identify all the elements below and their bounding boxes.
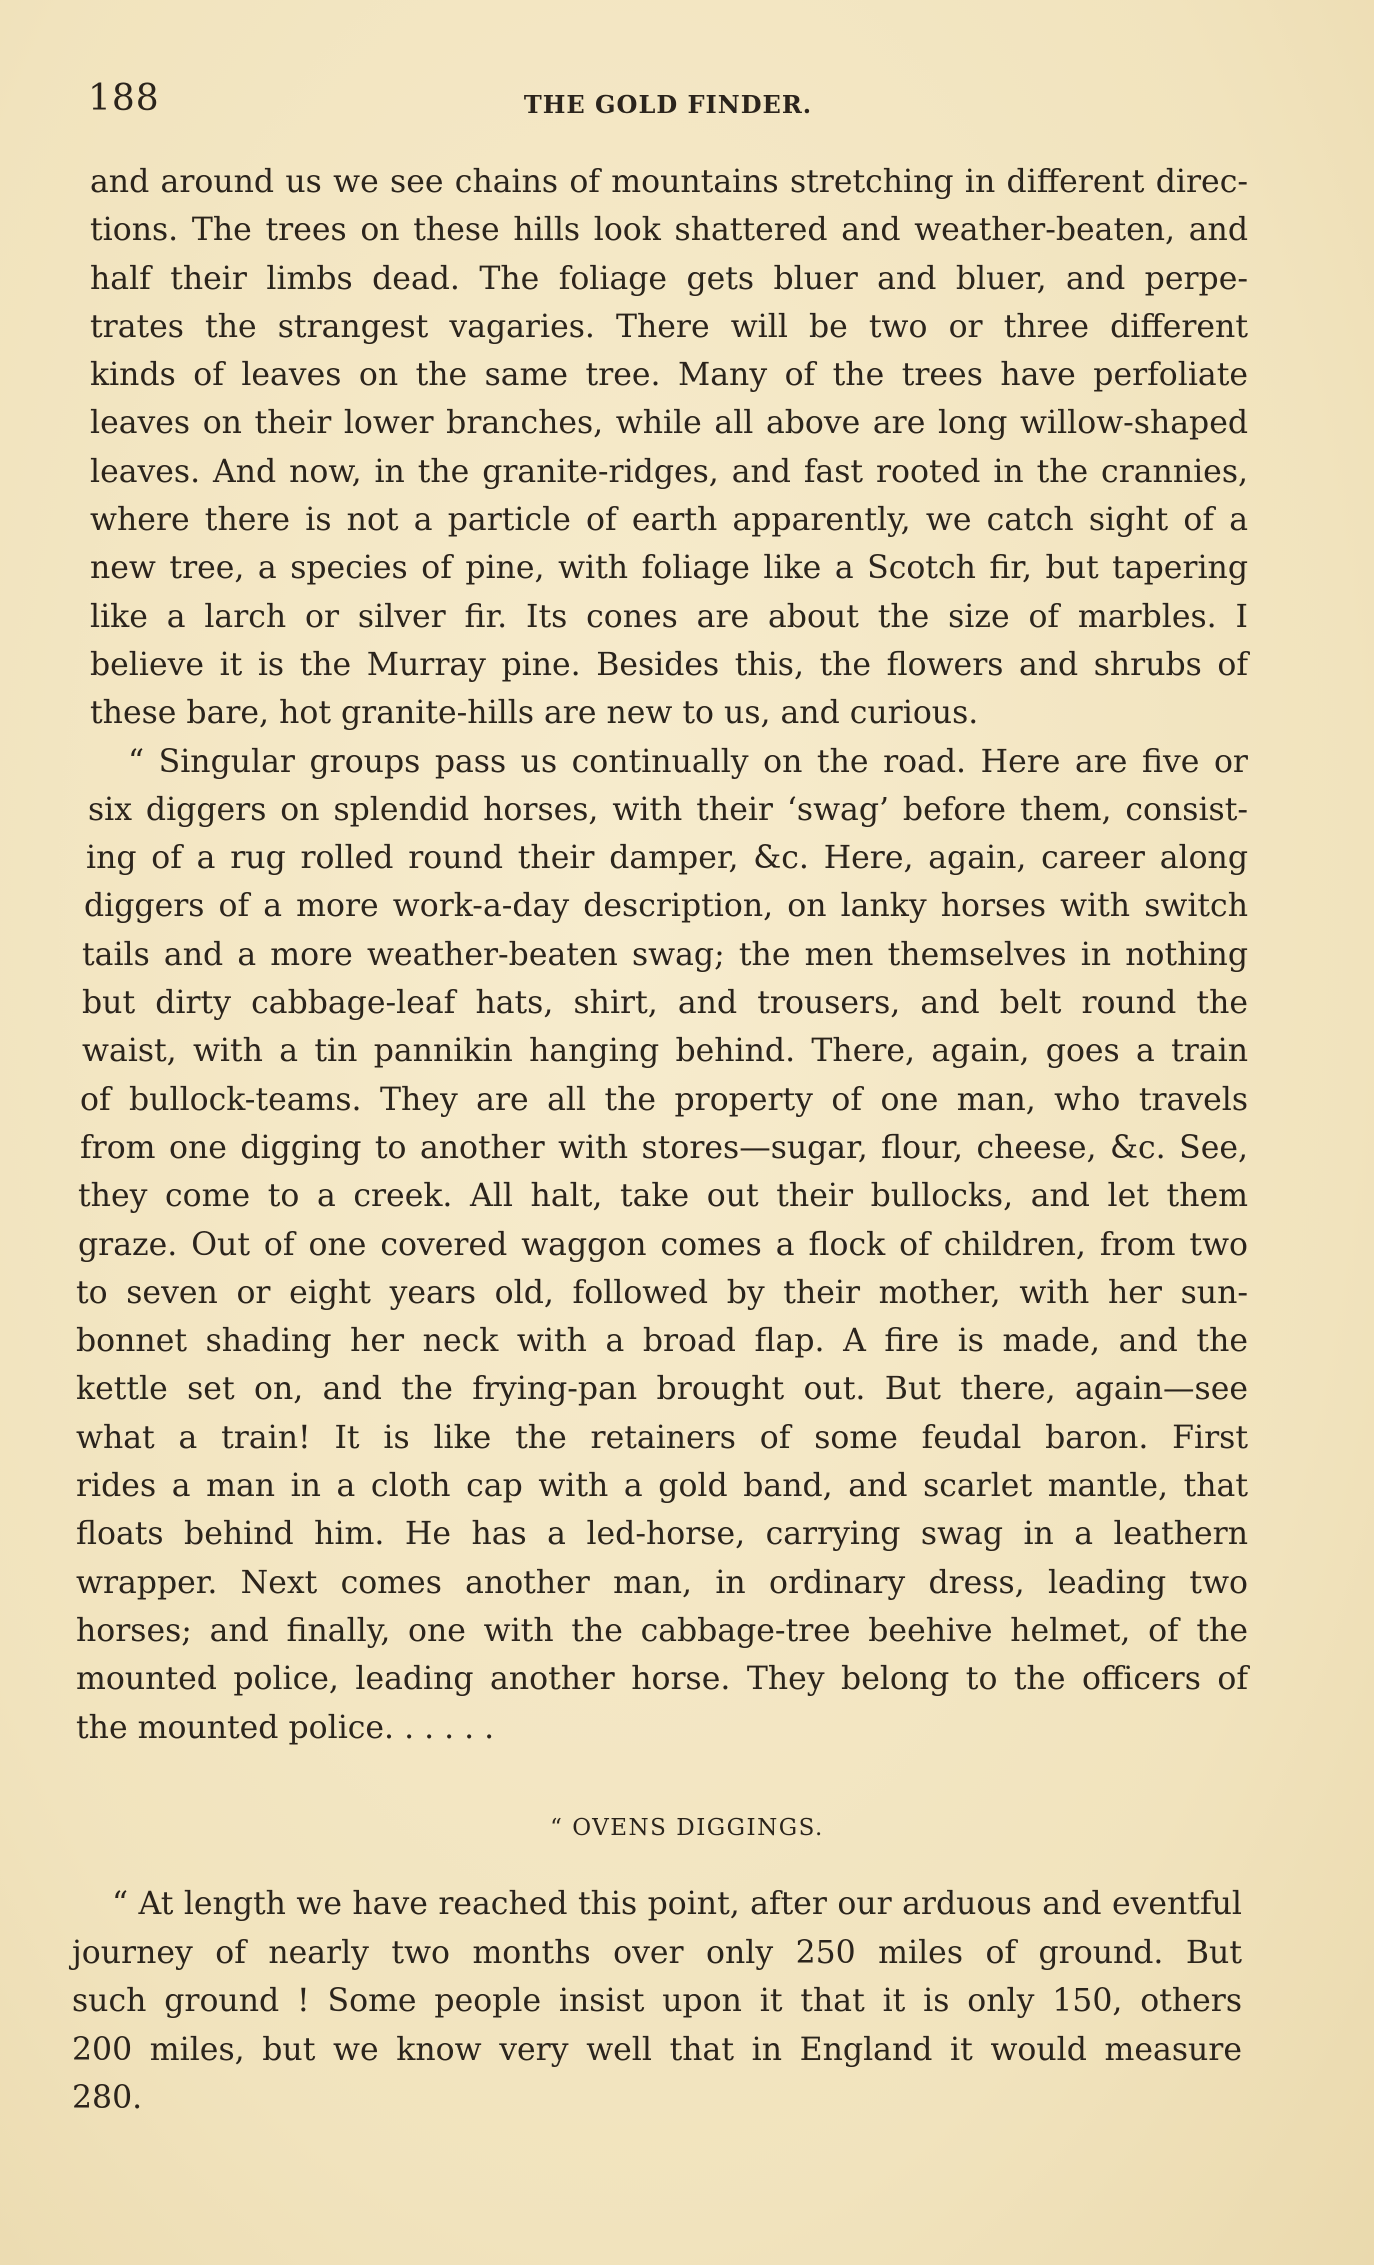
text-line: bonnet shading her neck with a broad flap. A fire is made, and the bbox=[76, 1323, 1248, 1360]
text-line: the mounted police. . . . . . bbox=[76, 1709, 495, 1746]
text-line: tails and a more weather-beaten swag; the men themselves in nothing bbox=[82, 936, 1248, 973]
text-line: leaves. And now, in the granite-ridges, and fast rooted in the crannies, bbox=[90, 453, 1248, 490]
text-line: wrapper. Next comes another man, in ordinary dress, leading two bbox=[76, 1564, 1248, 1601]
text-line: but dirty cabbage-leaf hats, shirt, and trousers, and belt round the bbox=[82, 985, 1248, 1022]
text-line: 280. bbox=[72, 2080, 143, 2116]
running-head: THE GOLD FINDER. bbox=[523, 90, 813, 119]
text-line: they come to a creek. All halt, take out their bullocks, and let them bbox=[78, 1178, 1248, 1215]
text-line: mounted police, leading another horse. They belong to the officers of bbox=[76, 1661, 1248, 1698]
text-line: these bare, hot granite-hills are new to us, and curious. bbox=[90, 695, 979, 732]
text-line: leaves on their lower branches, while all above are long willow-shaped bbox=[90, 405, 1248, 442]
text-line: 200 miles, but we know very well that in England it would measure bbox=[72, 2031, 1242, 2068]
text-line: to seven or eight years old, followed by their mother, with her sun- bbox=[76, 1274, 1248, 1311]
text-line: believe it is the Murray pine. Besides this, the flowers and shrubs of bbox=[90, 646, 1248, 683]
text-line: kinds of leaves on the same tree. Many of the trees have perfoliate bbox=[90, 357, 1248, 394]
text-line: of bullock-teams. They are all the property of one man, who travels bbox=[80, 1081, 1248, 1118]
text-line: where there is not a particle of earth apparently, we catch sight of a bbox=[90, 502, 1248, 539]
text-line: diggers of a more work-a-day description, on lanky horses with switch bbox=[84, 888, 1248, 925]
text-line: graze. Out of one covered waggon comes a flock of children, from two bbox=[78, 1226, 1248, 1263]
text-line: floats behind him. He has a led-horse, carrying swag in a leathern bbox=[76, 1516, 1248, 1553]
text-line: rides a man in a cloth cap with a gold band, and scarlet mantle, that bbox=[76, 1468, 1248, 1505]
page-header bbox=[88, 78, 1248, 128]
text-line: waist, with a tin pannikin hanging behind. There, again, goes a train bbox=[82, 1033, 1248, 1070]
text-line: “ Singular groups pass us continually on the road. Here are five or bbox=[128, 743, 1248, 780]
text-line: “ At length we have reached this point, after our arduous and eventful bbox=[112, 1886, 1242, 1922]
text-line: and around us we see chains of mountains stretching in different direc- bbox=[90, 164, 1248, 200]
text-line: from one digging to another with stores—sugar, flour, cheese, &c. See, bbox=[80, 1129, 1248, 1166]
text-line: new tree, a species of pine, with foliage like a Scotch fir, but tapering bbox=[90, 550, 1248, 587]
text-line: six diggers on splendid horses, with their ‘swag’ before them, consist- bbox=[88, 791, 1248, 828]
text-line: ing of a rug rolled round their damper, &c. Here, again, career along bbox=[86, 840, 1248, 877]
text-line: half their limbs dead. The foliage gets bluer and bluer, and perpe- bbox=[90, 260, 1248, 297]
body-text bbox=[76, 158, 1248, 1752]
text-line: tions. The trees on these hills look shattered and weather-beaten, and bbox=[90, 212, 1248, 249]
page-number: 188 bbox=[88, 78, 160, 119]
text-line: what a train! It is like the retainers of some feudal baron. First bbox=[76, 1419, 1248, 1456]
text-line: like a larch or silver fir. Its cones are about the size of marbles. I bbox=[90, 598, 1248, 635]
text-line: trates the strangest vagaries. There will be two or three different bbox=[90, 308, 1248, 345]
text-line: kettle set on, and the frying-pan brought out. But there, again—see bbox=[76, 1371, 1248, 1408]
text-line: such ground ! Some people insist upon it that it is only 150, others bbox=[72, 1983, 1242, 2019]
text-line: journey of nearly two months over only 250 miles of ground. But bbox=[72, 1934, 1242, 1971]
section-heading: “ OVENS DIGGINGS. bbox=[550, 1815, 824, 1841]
section-body-text bbox=[72, 1880, 1242, 2123]
text-line: horses; and finally, one with the cabbage-tree beehive helmet, of the bbox=[76, 1612, 1248, 1649]
